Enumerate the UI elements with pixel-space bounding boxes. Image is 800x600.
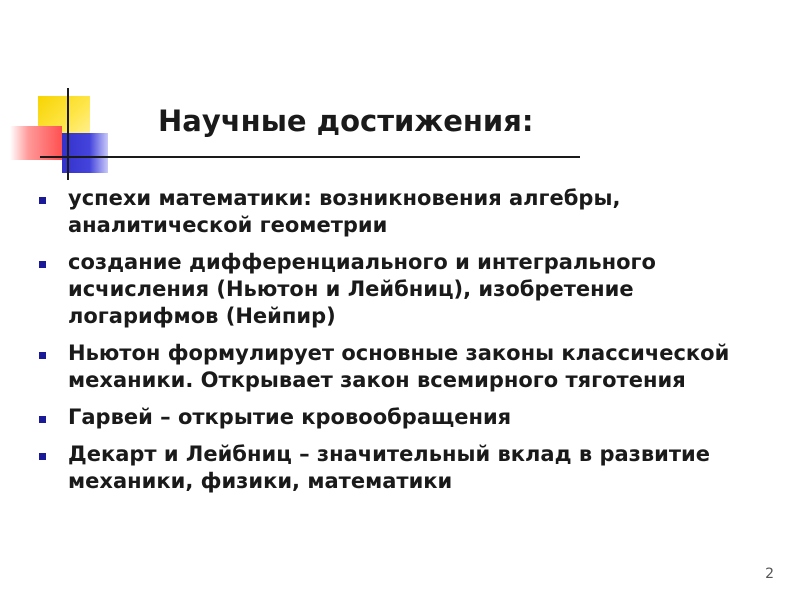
bullet-text: Гарвей – открытие кровообращения (68, 405, 512, 429)
bullet-text: Декарт и Лейбниц – значительный вклад в развитие механики, физики, математики (68, 442, 710, 493)
square-bullet-icon (39, 416, 46, 423)
slide-title: Научные достижения: (158, 104, 534, 138)
square-bullet-icon (39, 197, 46, 204)
square-bullet-icon (39, 453, 46, 460)
bullet-text: Ньютон формулирует основные законы классической механики. Открывает закон всемирного тяготения (68, 341, 730, 392)
square-bullet-icon (39, 261, 46, 268)
bullet-text: успехи математики: возникновения алгебры, аналитической геометрии (68, 186, 621, 237)
square-bullet-icon (39, 352, 46, 359)
bullet-item (36, 404, 766, 431)
bullet-item (36, 441, 766, 495)
bullet-item (36, 185, 766, 239)
page-number: 2 (765, 566, 774, 582)
bullet-item (36, 340, 766, 394)
decor-vertical-line (67, 88, 69, 180)
bullet-item (36, 249, 766, 330)
decor-red-square (10, 126, 62, 160)
bullet-text: создание дифференциального и интегрального исчисления (Ньютон и Лейбниц), изобретение логарифмов (Нейпир) (68, 250, 656, 328)
bullet-list (36, 185, 766, 505)
title-underline (40, 156, 580, 158)
